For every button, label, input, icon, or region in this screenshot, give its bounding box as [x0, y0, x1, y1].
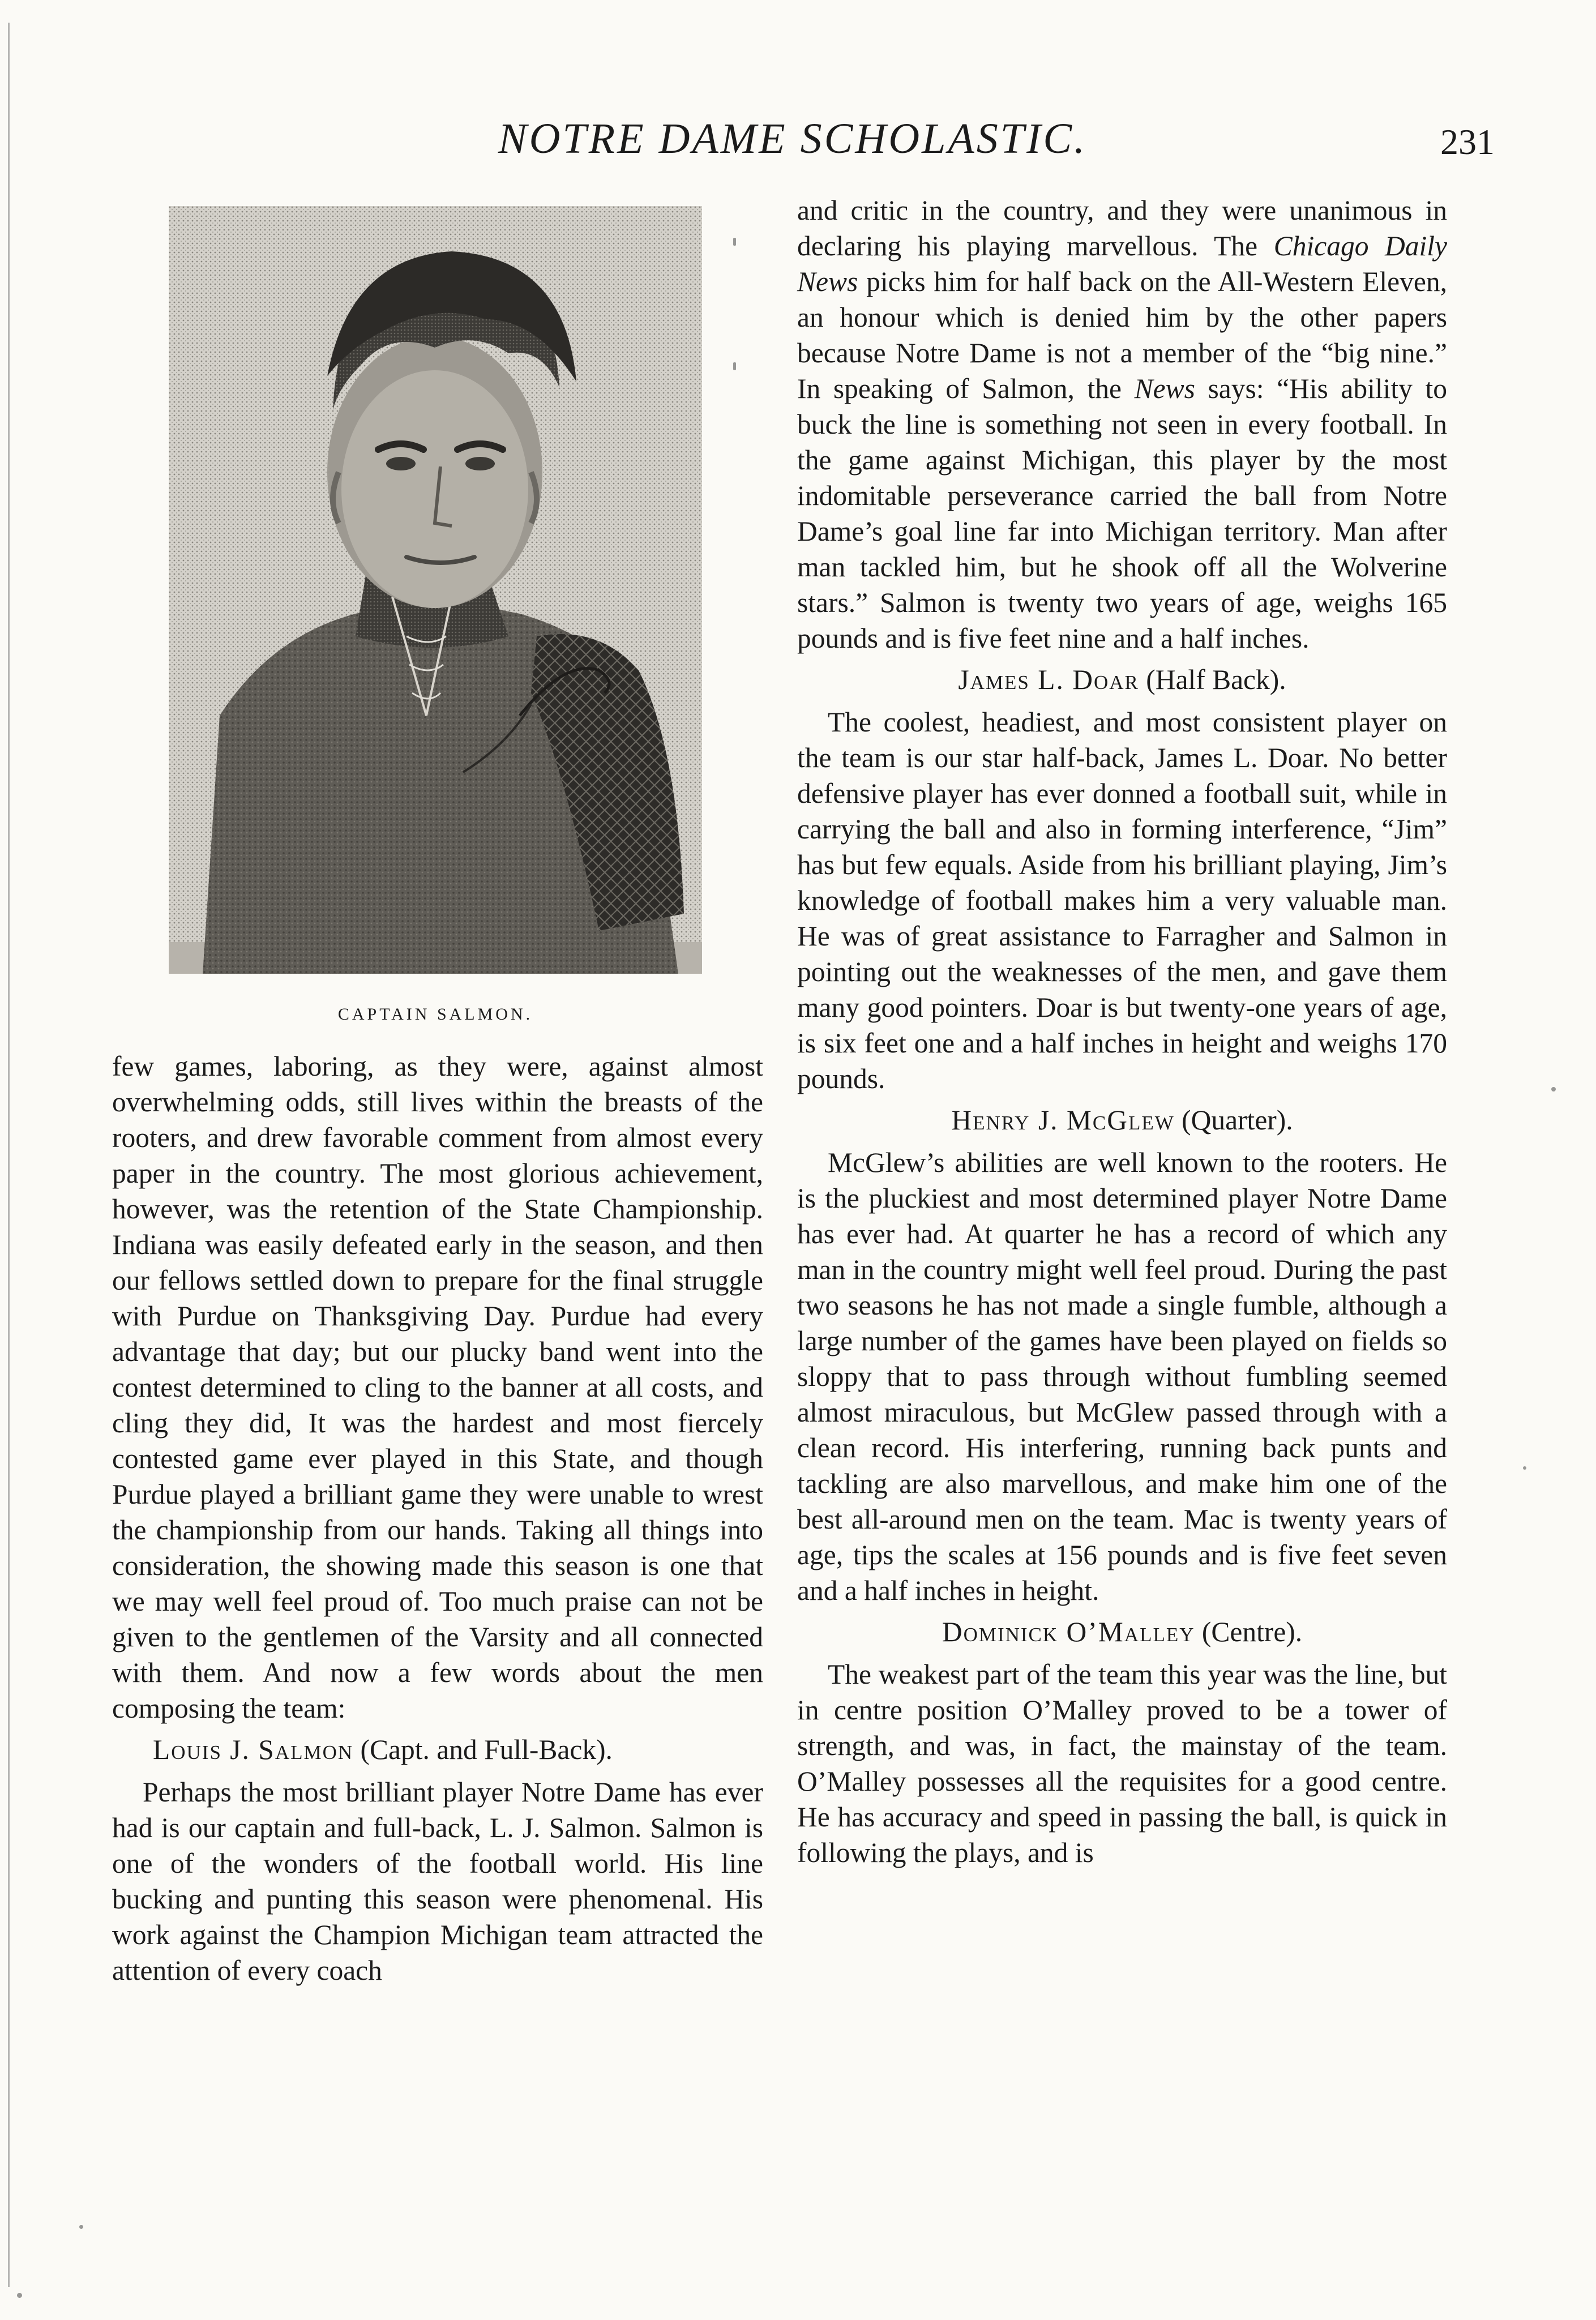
photo-caption: CAPTAIN SALMON. [337, 1005, 533, 1024]
player-position: (Centre). [1201, 1616, 1303, 1647]
player-name: Henry J. McGlew [951, 1105, 1175, 1136]
newspaper-name: Chicago Daily News [797, 230, 1447, 297]
captain-salmon-photo [169, 206, 702, 974]
portrait-illustration [169, 206, 702, 974]
scan-speck [733, 362, 736, 370]
player-name: Louis J. Salmon [153, 1734, 354, 1765]
page-number: 231 [1440, 122, 1495, 162]
paragraph: The weakest part of the team this year was the line, but in centre position O’Malley proved to be a tower of strength, and was, in fact, the mainstay of the team. O’Malley possesses all the requisites for a good centre. He has accuracy and speed in passing the ball, is quick in following the plays, and is [797, 1659, 1447, 1868]
text-run: and critic in the country, and they were unanimous in declaring his playing marvellous. The [797, 195, 1447, 262]
text-run: says: “His ability to buck the line is something not seen in every football. In the game against Michigan, this player by the most indomitable perseverance carried the ball from Notre Dame’s goal line far into Michigan territory. Man after man tackled him, but he shook off all the Wolverine stars.” Salmon is twenty two years of age, weighs 165 pounds and is five feet nine and a half inches. [797, 373, 1448, 654]
paragraph: The coolest, headiest, and most consistent player on the team is our star half-back, James L. Doar. No better defensive player has ever donned a football suit, while in carrying the ball and also in forming interference, “Jim” has but few equals. Aside from his brilliant playing, Jim’s knowledge of football makes him a very valuable man. He was of great assistance to Farragher and Salmon in pointing out the weaknesses of the men, and gave them many good pointers. Doar is but twenty-one years of age, is six feet one and a half inches in height and weighs 170 pounds. [797, 707, 1447, 1094]
player-name: James L. Doar [958, 664, 1139, 695]
player-heading-salmon [112, 1732, 763, 1767]
scan-speck [1551, 1087, 1556, 1091]
scan-speck [733, 238, 736, 246]
newspaper-name: News [1134, 373, 1195, 404]
scan-speck [79, 2225, 83, 2229]
running-head [0, 113, 1596, 164]
text-run: picks him for half back on the All-Western Eleven, an honour which is denied him by the other papers because Notre Dame is not a member of the “big nine.” In speaking of Salmon, the [797, 266, 1447, 404]
binding-edge-line [8, 23, 10, 2287]
journal-title: NOTRE DAME SCHOLASTIC. [498, 115, 1088, 162]
player-position: (Quarter). [1182, 1105, 1293, 1136]
player-heading-omalley [797, 1614, 1447, 1650]
paragraph: McGlew’s abilities are well known to the rooters. He is the pluckiest and most determined player Notre Dame has ever had. At quarter he has a record of which any man in the country might well feel proud. During the past two seasons he has not made a single fumble, although a large number of the games have been played on fields so sloppy that to pass through without fumbling seemed almost miraculous, but McGlew passed through with a clean record. His interfering, running back punts and tackling are also marvellous, and make him one of the best all-around men on the team. Mac is twenty years of age, tips the scales at 156 pounds and is five feet seven and a half inches in height. [797, 1147, 1447, 1606]
paragraph: few games, laboring, as they were, against almost overwhelming odds, still lives within the breasts of the rooters, and drew favorable comment from almost every paper in the country. The most glorious achievement, however, was the retention of the State Championship. Indiana was easily defeated early in the season, and then our fellows settled down to prepare for the final struggle with Purdue on Thanksgiving Day. Purdue had every advantage that day; but our plucky band went into the contest determined to cling to the banner at all costs, and cling they did, It was the hardest and most fiercely contested game ever played in this State, and though Purdue played a brilliant game they were unable to wrest the championship from our hands. Taking all things into consideration, the showing made this season is one that we may well feel proud of. Too much praise can not be given to the gentlemen of the Varsity and all connected with them. And now a few words about the men composing the team: [112, 1051, 763, 1724]
player-name: Dominick O’Malley [942, 1616, 1195, 1647]
scan-speck [1523, 1466, 1526, 1470]
player-position: (Capt. and Full-Back). [360, 1734, 613, 1765]
player-heading-doar [797, 662, 1447, 697]
paragraph: Perhaps the most brilliant player Notre Dame has ever had is our captain and full-back, L. J. Salmon. Salmon is one of the wonders of the football world. His line bucking and punting this season were phenomenal. His work against the Champion Michigan team attracted the attention of every coach [112, 1777, 763, 1986]
player-heading-mcglew [797, 1102, 1447, 1138]
left-column [112, 1048, 763, 1988]
right-column [797, 192, 1447, 1870]
paragraph [797, 192, 1447, 656]
scan-speck [17, 2293, 22, 2298]
player-position: (Half Back). [1146, 664, 1286, 695]
